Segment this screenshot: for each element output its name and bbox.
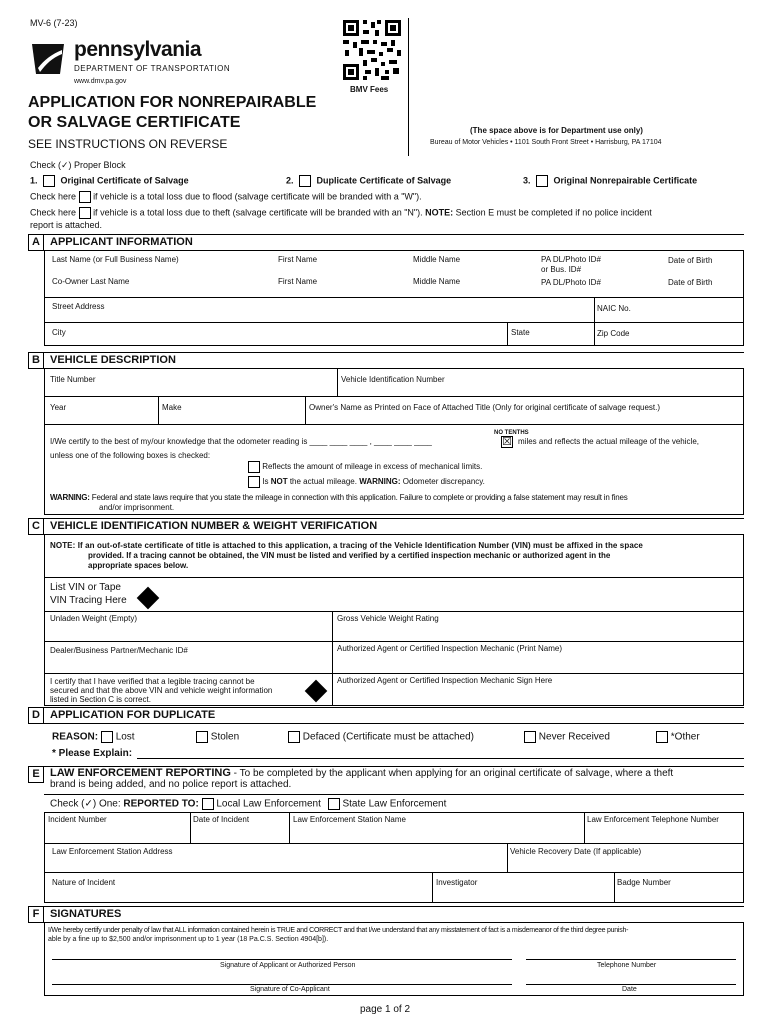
co-middle-name-field[interactable]: Middle Name [413, 277, 461, 286]
instructions: SEE INSTRUCTIONS ON REVERSE [28, 137, 228, 151]
station-name-field[interactable]: Law Enforcement Station Name [293, 815, 406, 824]
naic-field[interactable]: NAIC No. [597, 304, 631, 313]
is-not-bold: NOT [270, 477, 288, 487]
opt3-num: 3. [523, 175, 531, 186]
make-field[interactable]: Make [162, 403, 182, 412]
opt2-num: 2. [286, 175, 294, 186]
section-d-letter: D [28, 707, 44, 724]
section-a-letter: A [28, 234, 44, 251]
original-nonrepairable-checkbox[interactable] [536, 175, 548, 187]
co-owner-last-field[interactable]: Co-Owner Last Name [52, 277, 130, 286]
logo-sub: DEPARTMENT OF TRANSPORTATION [74, 64, 231, 73]
section-b-title: VEHICLE DESCRIPTION [50, 354, 176, 366]
opt2-label: Duplicate Certificate of Salvage [316, 175, 452, 186]
co-first-name-field[interactable]: First Name [278, 277, 318, 286]
certify-line-2: secured and that the above VIN and vehicle weight information [50, 686, 273, 695]
date-label: Date [622, 986, 637, 993]
opt3-label: Original Nonrepairable Certificate [553, 175, 698, 186]
applicant-signature-label: Signature of Applicant or Authorized Person [220, 962, 356, 969]
applicant-info-box [44, 251, 744, 346]
coapplicant-signature-line[interactable] [52, 984, 512, 985]
lost-label: Lost [115, 731, 135, 743]
section-e-letter: E [28, 766, 44, 783]
reported-to-label: REPORTED TO: [123, 798, 199, 810]
dept-use-note: (The space above is for Department use only) [470, 126, 643, 135]
bus-id-label: or Bus. ID# [541, 265, 582, 274]
vin-field[interactable]: Vehicle Identification Number [341, 375, 445, 384]
telephone-label: Telephone Number [597, 962, 657, 969]
section-b-letter: B [28, 352, 44, 369]
station-address-field[interactable]: Law Enforcement Station Address [52, 847, 173, 856]
last-name-field[interactable]: Last Name (or Full Business Name) [52, 255, 179, 264]
odometer-discrepancy-checkbox[interactable] [248, 476, 260, 488]
year-field[interactable]: Year [50, 403, 67, 412]
miles-text: miles and reflects the actual mileage of the vehicle, [518, 437, 699, 446]
warning-text-2: and/or imprisonment. [99, 503, 175, 512]
theft-checkbox[interactable] [79, 207, 91, 219]
mechanical-limits-checkbox[interactable] [248, 461, 260, 473]
coapplicant-signature-label: Signature of Co-Applicant [250, 986, 330, 993]
unladen-weight-field[interactable]: Unladen Weight (Empty) [50, 614, 137, 623]
defaced-label: Defaced (Certificate must be attached) [302, 731, 474, 743]
co-dob-field[interactable]: Date of Birth [668, 278, 713, 287]
certify-line-3: listed in Section C is correct. [50, 695, 151, 704]
vin-tracing-area[interactable] [170, 580, 740, 608]
logo-name: pennsylvania [74, 38, 202, 61]
section-f-header [28, 906, 744, 923]
warning-text: Federal and state laws require that you state the mileage in connection with this application. Failure to complete or providing a false statement may result in fines [91, 493, 628, 502]
section-e-desc-2: brand is being added, and no police report is attached. [50, 779, 292, 790]
theft-label: if vehicle is a total loss due to theft (salvage certificate will be branded with an "N"). [93, 207, 423, 218]
badge-number-field[interactable]: Badge Number [617, 878, 671, 887]
stolen-checkbox[interactable] [196, 731, 208, 743]
opt1-num: 1. [30, 175, 38, 186]
nature-of-incident-field[interactable]: Nature of Incident [52, 878, 116, 887]
zip-field[interactable]: Zip Code [597, 329, 630, 338]
title-line1: APPLICATION FOR NONREPAIRABLE [28, 94, 317, 111]
unless-text: unless one of the following boxes is checked: [50, 451, 211, 460]
title-line2: OR SALVAGE CERTIFICATE [28, 114, 241, 131]
check-one-label: Check (✓) One: [50, 798, 121, 810]
station-telephone-field[interactable]: Law Enforcement Telephone Number [587, 815, 719, 824]
law-enforcement-box [44, 812, 744, 903]
date-line[interactable] [526, 984, 736, 985]
investigator-field[interactable]: Investigator [436, 878, 478, 887]
odometer-certify: I/We certify to the best of my/our knowledge that the odometer reading is ____ ____ ____ , ____ ____ ____ [50, 437, 432, 446]
local-law-label: Local Law Enforcement [216, 798, 321, 810]
section-c-title: VEHICLE IDENTIFICATION NUMBER & WEIGHT VERIFICATION [50, 520, 378, 532]
list-vin-label: List VIN or Tape [50, 582, 121, 593]
odometer-discrepancy-label: Odometer discrepancy. [402, 477, 485, 487]
reason-label: REASON: [52, 731, 99, 743]
section-d-title: APPLICATION FOR DUPLICATE [50, 709, 216, 721]
street-address-field[interactable]: Street Address [52, 302, 105, 311]
agent-sign-field[interactable]: Authorized Agent or Certified Inspection Mechanic Sign Here [337, 676, 553, 685]
never-received-label: Never Received [538, 731, 610, 743]
check-proper-block: Check (✓) Proper Block [30, 160, 126, 170]
please-explain-label: * Please Explain: [52, 748, 133, 759]
flood-checkbox[interactable] [79, 191, 91, 203]
note-text: Section E must be completed if no police incident [455, 207, 652, 218]
city-field[interactable]: City [52, 328, 66, 337]
first-name-field[interactable]: First Name [278, 255, 318, 264]
duplicate-salvage-checkbox[interactable] [299, 175, 311, 187]
note-text-2: report is attached. [30, 220, 103, 230]
qr-code-icon [341, 18, 403, 82]
section-a-title: APPLICANT INFORMATION [50, 236, 193, 248]
note-label: NOTE: [425, 207, 454, 218]
explain-input[interactable] [137, 758, 744, 759]
telephone-line[interactable] [526, 959, 736, 960]
original-salvage-checkbox[interactable] [43, 175, 55, 187]
other-checkbox[interactable] [656, 731, 668, 743]
bureau-address: Bureau of Motor Vehicles • 1101 South Front Street • Harrisburg, PA 17104 [430, 139, 662, 146]
pa-dl-field[interactable]: PA DL/Photo ID# [541, 255, 601, 264]
check-here-label-2: Check here [30, 207, 77, 218]
section-f-title: SIGNATURES [50, 908, 122, 920]
state-law-checkbox[interactable] [328, 798, 340, 810]
co-pa-dl-field[interactable]: PA DL/Photo ID# [541, 278, 601, 287]
stolen-label: Stolen [210, 731, 240, 743]
recovery-date-field[interactable]: Vehicle Recovery Date (If applicable) [510, 847, 642, 856]
other-label: *Other [670, 731, 700, 743]
page-number: page 1 of 2 [360, 1004, 411, 1015]
check-here-label: Check here [30, 191, 77, 202]
state-field[interactable]: State [511, 328, 530, 337]
applicant-signature-line[interactable] [52, 959, 512, 960]
defaced-checkbox[interactable] [288, 731, 300, 743]
gross-weight-field[interactable]: Gross Vehicle Weight Rating [337, 614, 439, 623]
lost-checkbox[interactable] [101, 731, 113, 743]
website-link[interactable]: www.dmv.pa.gov [74, 78, 127, 85]
middle-name-field[interactable]: Middle Name [413, 255, 461, 264]
is-not-post: the actual mileage. [289, 477, 357, 487]
opt1-label: Original Certificate of Salvage [60, 175, 189, 186]
owner-name-field[interactable]: Owner's Name as Printed on Face of Attached Title (Only for original certificate of salvage request.) [309, 403, 661, 412]
certify-line-1: I certify that I have verified that a legible tracing cannot be [50, 677, 255, 686]
title-number-field[interactable]: Title Number [50, 375, 96, 384]
section-f-letter: F [28, 906, 44, 923]
no-tenths-checkbox[interactable]: ☒ [502, 436, 512, 448]
c-note-text-2: provided. If a tracing cannot be obtained, the VIN must be listed and verified by a certified inspection mechanic or authorized agent in the [88, 551, 611, 560]
penalty-text: I/We hereby certify under penalty of law that ALL information contained herein is TRUE and CORRECT and that I/we understand that any misstatement of fact is a misdemeanor of the third degree punish- [48, 927, 629, 934]
section-e-title: LAW ENFORCEMENT REPORTING [50, 767, 231, 779]
c-note-label: NOTE: [50, 541, 76, 550]
c-note-text: If an out-of-state certificate of title is attached to this application, a tracing of the Vehicle Identification Number (VIN) must be affixed in the space [77, 541, 643, 550]
keystone-logo-icon [28, 38, 68, 78]
date-of-incident-field[interactable]: Date of Incident [193, 815, 250, 824]
bmv-fees: BMV Fees [350, 85, 389, 94]
never-received-checkbox[interactable] [524, 731, 536, 743]
vin-tracing-label: VIN Tracing Here [50, 595, 127, 606]
section-c-letter: C [28, 518, 44, 535]
form-id: MV-6 (7-23) [30, 18, 78, 28]
reflects-label: Reflects the amount of mileage in excess of mechanical limits. [262, 462, 483, 472]
state-law-label: State Law Enforcement [342, 798, 447, 810]
warning-label: WARNING: [50, 493, 90, 502]
flood-label: if vehicle is a total loss due to flood (salvage certificate will be branded with a "W"). [93, 191, 422, 202]
is-not-pre: Is [262, 477, 269, 487]
c-note-text-3: appropriate spaces below. [88, 561, 189, 570]
warning-inline: WARNING: [359, 477, 401, 487]
section-e-desc: - To be completed by the applicant when applying for an original certificate of salvage, where a theft [233, 768, 674, 779]
no-tenths-label: NO TENTHS [494, 430, 529, 436]
agent-print-field[interactable]: Authorized Agent or Certified Inspection Mechanic (Print Name) [337, 644, 562, 653]
local-law-checkbox[interactable] [202, 798, 214, 810]
dealer-id-field[interactable]: Dealer/Business Partner/Mechanic ID# [50, 646, 188, 655]
penalty-text-2: able by a fine up to $2,500 and/or imprisonment up to 1 year (18 Pa.C.S. Section 4904[b]). [48, 936, 329, 943]
dob-field[interactable]: Date of Birth [668, 256, 713, 265]
incident-number-field[interactable]: Incident Number [48, 815, 107, 824]
